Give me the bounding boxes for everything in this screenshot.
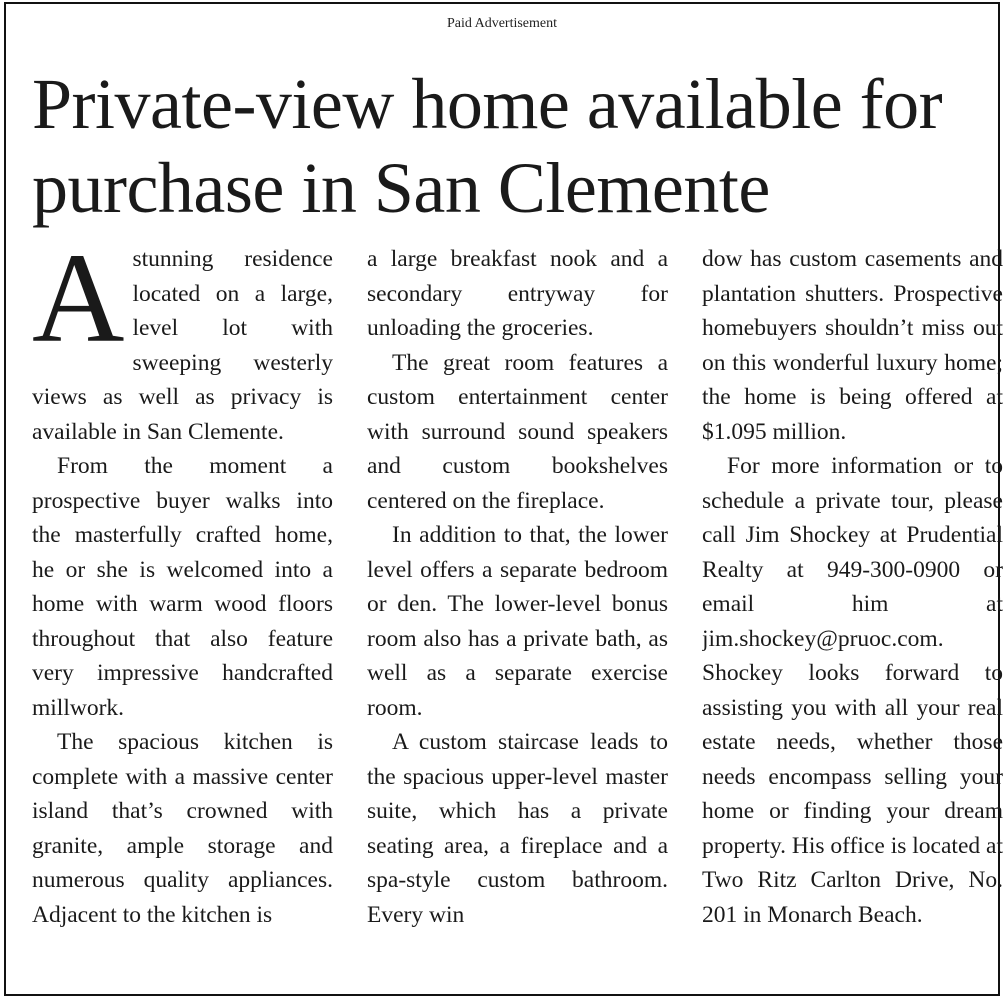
paid-advertisement-label: Paid Advertisement: [446, 16, 558, 31]
article-paragraph: dow has custom casements and plantation shutters. Prospective homebuyers shouldn’t miss out on this wonderful luxury home; the home is being offered at $1.095 million.: [702, 246, 1003, 445]
article-column-1: [32, 242, 333, 998]
article-paragraph: From the moment a prospective buyer walks into the masterfully crafted home, he or she is welcomed into a home with warm wood floors throughout that also feature very impressive handcrafted millwork.: [32, 453, 333, 721]
article-paragraph: [32, 242, 333, 449]
paragraph-text: stunning residence located on a large, level lot with sweeping westerly views as well as privacy is available in San Clemente.: [32, 246, 333, 445]
article-column-3: [702, 242, 1003, 998]
article-paragraph: The spacious kitchen is complete with a massive center island that’s crowned with granite, ample storage and numerous quality appliances. Adjacent to the kitchen is: [32, 729, 333, 928]
headline: Private-view home available for purchase in San Clemente: [32, 64, 943, 228]
article-column-2: [367, 242, 668, 998]
article-paragraph: For more information or to schedule a private tour, please call Jim Shockey at Prudential Realty at 949-300-0900 or email him at jim.shockey@pruoc.com. Shockey looks forward to assisting you with all your real estate needs, whether those needs encompass selling your home or finding your dream property. His office is located at Two Ritz Carlton Drive, No. 201 in Monarch Beach.: [702, 453, 1003, 928]
article-paragraph: A custom staircase leads to the spacious upper-level master suite, which has a private seating area, a fireplace and a spa-style custom bathroom. Every win: [367, 729, 668, 928]
article-paragraph: In addition to that, the lower level offers a separate bedroom or den. The lower-level bonus room also has a private bath, as well as a separate exercise room.: [367, 522, 668, 721]
article-paragraph: a large breakfast nook and a secondary entryway for unloading the groceries.: [367, 246, 668, 341]
article-paragraph: The great room features a custom entertainment center with surround sound speakers and custom bookshelves centered on the fireplace.: [367, 349, 668, 514]
drop-cap: A: [32, 242, 125, 369]
advertisement-frame: [4, 2, 1003, 996]
